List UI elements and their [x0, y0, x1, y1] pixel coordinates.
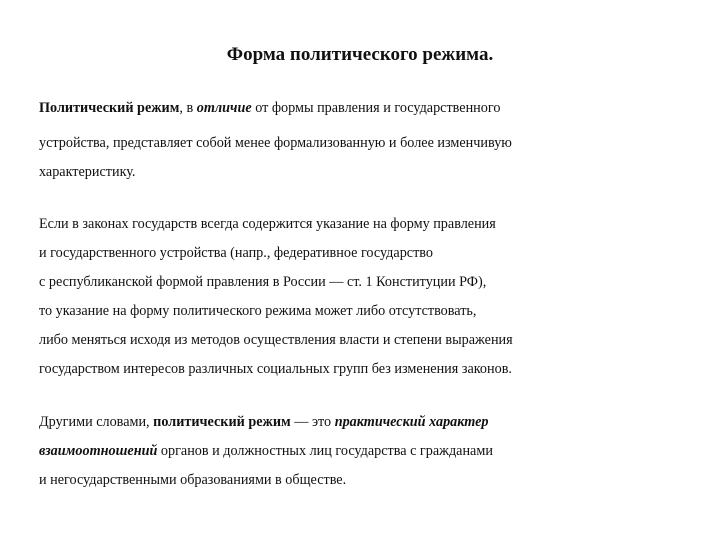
- emphasis-otlichie: отличие: [196, 100, 252, 116]
- page-title: Форма политического режима.: [226, 44, 494, 65]
- paragraph-2-line-4: то указание на форму политического режима может либо отсутствовать,: [39, 303, 477, 319]
- term-political-regime: Политический режим: [39, 100, 180, 116]
- paragraph-2-line-6: государством интересов различных социальных групп без изменения законов.: [39, 361, 512, 377]
- text-fragment: , в: [179, 100, 197, 116]
- paragraph-1-line-2: устройства, представляет собой менее формализованную и более изменчивую: [39, 135, 512, 151]
- term-political-regime: политический режим: [153, 414, 291, 430]
- emphasis-relations: взаимоотношений: [39, 443, 158, 459]
- paragraph-2-line-2: и государственного устройства (напр., федеративное государство: [39, 245, 433, 261]
- text-fragment: — это: [290, 414, 335, 430]
- paragraph-3-line-2: [39, 442, 493, 460]
- paragraph-1-line-1: [39, 99, 500, 117]
- paragraph-1-line-3: характеристику.: [39, 164, 136, 180]
- paragraph-2-line-3: с республиканской формой правления в России — ст. 1 Конституции РФ),: [39, 274, 487, 290]
- text-fragment: от формы правления и государственного: [251, 100, 501, 116]
- text-fragment: Другими словами,: [39, 414, 154, 430]
- paragraph-2-line-5: либо меняться исходя из методов осуществления власти и степени выражения: [39, 332, 513, 348]
- paragraph-2-line-1: Если в законах государств всегда содержится указание на форму правления: [39, 216, 496, 232]
- paragraph-3-line-3: и негосударственными образованиями в обществе.: [39, 472, 347, 488]
- paragraph-3-line-1: [39, 413, 489, 431]
- text-fragment: органов и должностных лиц государства с гражданами: [157, 443, 493, 459]
- emphasis-practical-character: практический характер: [334, 414, 489, 430]
